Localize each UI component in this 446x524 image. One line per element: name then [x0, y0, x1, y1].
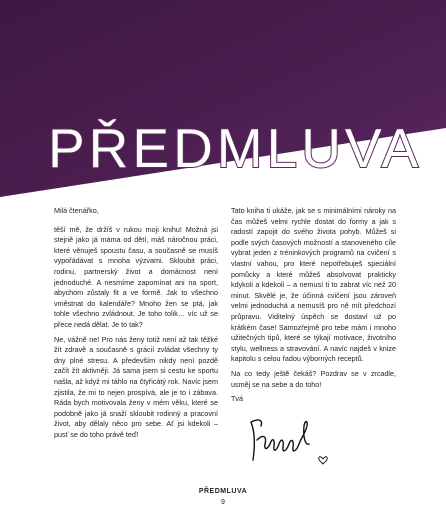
right-column [231, 206, 396, 409]
page-number: 9 [221, 499, 225, 506]
footer-section-title: PŘEDMLUVA [198, 488, 248, 495]
paragraph: Na co tedy ještě čekáš? Pozdrav se v zrcadle, usměj se na sebe a do toho! [231, 368, 396, 389]
paragraph: těší mě, že držíš v rukou moji knihu! Možná jsi stejně jako já máma od dětí, máš náročnou práci, které věnuješ spoustu času, a současně se musíš vypořádávat s mnoha výzvami. Skloubit práci, rodinu, partnerský život a domácnost není jednoduché. A nesmíme zapomínat ani na sport, abychom zůstaly fit a ve formě. Jak to všechno vměstnat do kalendáře? Mnoho žen se ptá, jak tohle všechno zvládnout. Je toho tolik… víc už se přece nedá dělat. Je to tak? [54, 224, 218, 329]
paragraph: Ne, vážně ne! Pro nás ženy totiž není až tak těžké žít zdravě a současně s grácií zvládat všechny ty dny plné stresu. A především nikdy není pozdě začít žít aktivněji. Já sama jsem si cestu ke sportu našla, až když mi táhlo na čtyřicátý rok. Navíc jsem zjistila, že mi to nejen prospívá, ale je to i zábava. Ráda bych motivovala ženy v mém věku, které se podobně jako já snaží skloubit rodinný a pracovní život, aby dělaly něco pro sebe. Ať jsi kdekoli – pusť se do toho právě teď! [54, 334, 218, 439]
salutation: Milá čtenářko, [54, 206, 99, 215]
handwritten-signature [245, 414, 335, 466]
closing: Tvá [231, 394, 243, 404]
left-column [54, 206, 218, 444]
page-title: PŘEDMLUVA [48, 117, 423, 179]
paragraph: Tato kniha ti ukáže, jak se s minimálními nároky na čas můžeš velmi rychle dostat do formy a jak s radostí zapojit do svého života pohyb. Můžeš si podle svých časových možností a stanoveného cíle vybrat jeden z tréninkových programů na cvičení s vlastní vahou, pro které nepotřebuješ speciální pomůcky a které můžeš absolvovat prakticky kdykoli a kdekoli – a nemusí ti to zabrat víc než 20 minut. Skvělé je, že účinná cvičení jsou zároveň velmi jednoduchá a nemusíš pro ně mít předchozí průpravu. Viditelný úspěch se dostaví už po krátkém čase! Samozřejmě pro tebe mám i mnoho užitečných tipů, které se týkají motivace, životního stylu, wellness a stravování. A navíc najdeš v knize kapitolu s celou řadou výborných receptů. [231, 206, 396, 364]
